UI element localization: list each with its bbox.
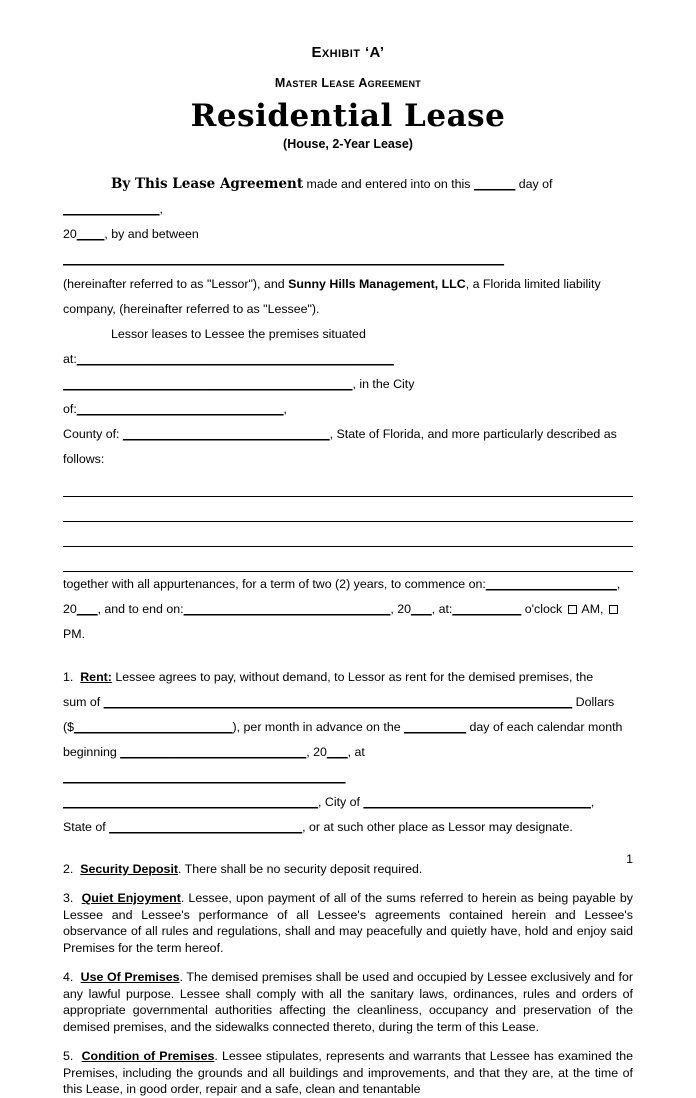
clause-1-title: Rent: bbox=[80, 669, 112, 684]
term-year-prefix: 20 bbox=[63, 601, 77, 616]
blank-rule-4[interactable] bbox=[63, 547, 633, 572]
clause-1-year-label: , 20 bbox=[306, 744, 327, 759]
premises-city-comma: , bbox=[283, 401, 287, 416]
clause-1-permonth-label: ), per month in advance on the bbox=[232, 719, 405, 734]
premises-paragraph bbox=[63, 322, 633, 472]
clause-1-number: 1. bbox=[63, 669, 74, 684]
blank-county-field[interactable]: ______________________________ bbox=[122, 426, 330, 441]
preamble-line3-tail: , a Florida limited liability bbox=[465, 276, 601, 291]
preamble-day-of-label: day of bbox=[515, 176, 553, 191]
term-comma2: , 20 bbox=[390, 601, 412, 616]
page-number: 1 bbox=[626, 852, 633, 866]
clause-1-city-comma: , bbox=[590, 794, 595, 809]
preamble-line1-text: made and entered into on this bbox=[303, 176, 474, 191]
premises-city-label: , in the City of: bbox=[63, 376, 415, 416]
blank-rent-amount-numeric-field[interactable]: _______________________ bbox=[74, 719, 233, 734]
clause-1-line-1: Lessee agrees to pay, without demand, to Lessor as rent for the demised premises, the bbox=[111, 669, 594, 684]
blank-city-field[interactable]: ______________________________ bbox=[76, 401, 284, 416]
blank-end-year-field[interactable]: ___ bbox=[411, 601, 432, 616]
premises-county-label: County of: bbox=[63, 426, 123, 441]
page-title: Residential Lease bbox=[190, 98, 506, 134]
blank-party-field[interactable]: ________________________________________________________________ bbox=[63, 251, 505, 266]
preamble-line4: company, (hereinafter referred to as "Lessee"). bbox=[63, 301, 320, 316]
premises-lead-label: Lessor leases to Lessee the premises situated at: bbox=[63, 326, 366, 366]
term-at-label: , at: bbox=[431, 601, 453, 616]
term-line1-text: together with all appurtenances, for a term of two (2) years, to commence on: bbox=[63, 576, 486, 591]
blank-begin-year-field[interactable]: ___ bbox=[326, 744, 348, 759]
clause-1-sum-label: sum of bbox=[63, 694, 104, 709]
blank-payment-address-field[interactable]: _____________________________________ bbox=[63, 794, 318, 809]
preamble-paragraph bbox=[63, 172, 633, 322]
clause-3-title: Quiet Enjoyment bbox=[81, 891, 181, 906]
pm-label: PM. bbox=[63, 626, 86, 641]
exhibit-title: Exhibit ‘A’ bbox=[311, 44, 385, 61]
preamble-comma: , bbox=[159, 201, 163, 216]
blank-rule-1[interactable] bbox=[63, 472, 633, 497]
blank-address-field-1[interactable]: ______________________________________________ bbox=[76, 351, 394, 366]
clause-security-deposit bbox=[63, 861, 633, 878]
clause-1-calendar-label: day of each calendar month bbox=[466, 719, 623, 734]
clause-condition-of-premises bbox=[63, 1048, 633, 1098]
pm-checkbox[interactable] bbox=[609, 605, 618, 614]
clause-3-body: . Lessee, upon payment of all of the sums referred to herein as being payable by Lessee and Lessee's performance of all Lessee's agreements contained herein and Lessee's observance of all rules and regulations, shall and may peacefully and quietly have, hold and enjoy said Premises for the term hereof. bbox=[63, 891, 634, 955]
term-end-on-label: , and to end on: bbox=[97, 601, 184, 616]
master-lease-agreement-heading: Master Lease Agreement bbox=[274, 76, 422, 90]
blank-time-field[interactable]: __________ bbox=[452, 601, 522, 616]
blank-commence-year-field[interactable]: ___ bbox=[76, 601, 98, 616]
am-label: AM, bbox=[578, 601, 607, 616]
blank-rule-3[interactable] bbox=[63, 522, 633, 547]
clause-5-title: Condition of Premises bbox=[81, 1049, 215, 1064]
blank-due-day-field[interactable]: _________ bbox=[404, 719, 467, 734]
blank-day-field[interactable]: ______ bbox=[473, 176, 516, 191]
blank-payment-city-field[interactable]: _________________________________ bbox=[363, 794, 591, 809]
document-subtitle: (House, 2-Year Lease) bbox=[283, 136, 413, 151]
blank-month-field[interactable]: ______________ bbox=[63, 201, 160, 216]
clause-use-of-premises bbox=[63, 969, 633, 1035]
clause-4-body: . The demised premises shall be used and occupied by Lessee exclusively and for any lawful purpose. Lessee shall comply with all the sanitary laws, ordinances, rules and orders of appropriate governmental authorities affecting the cleanliness, occupancy and preservation of the demised premises, and the sidewalks connected thereto, during the term of this Lease. bbox=[63, 970, 633, 1034]
clause-2-number: 2. bbox=[63, 861, 74, 876]
clause-4-number: 4. bbox=[63, 970, 74, 985]
clause-2-title: Security Deposit bbox=[80, 861, 179, 876]
premises-state-text: , State of Florida, and more particularly described as follows: bbox=[63, 426, 617, 466]
clause-1-designate-text: , or at such other place as Lessor may designate. bbox=[302, 819, 573, 834]
term-comma: , bbox=[616, 576, 621, 591]
blank-begin-date-field[interactable]: ___________________________ bbox=[120, 744, 307, 759]
clause-4-title: Use Of Premises bbox=[80, 970, 180, 985]
clause-1-dollars-label: Dollars bbox=[572, 694, 615, 709]
clause-1-state-label: State of bbox=[63, 819, 110, 834]
preamble-by-and-between-label: , by and between bbox=[104, 226, 199, 241]
preamble-year-prefix: 20 bbox=[63, 226, 77, 241]
blank-commence-date-field[interactable]: ___________________ bbox=[485, 576, 617, 591]
lessee-company-name: Sunny Hills Management, LLC bbox=[288, 276, 466, 291]
blank-payment-state-field[interactable]: ____________________________ bbox=[109, 819, 303, 834]
legal-description-blank-lines bbox=[63, 472, 633, 572]
blank-rule-2[interactable] bbox=[63, 497, 633, 522]
blank-address-field-2[interactable]: __________________________________________ bbox=[63, 376, 353, 391]
blank-rent-amount-words-field[interactable]: ____________________________________________________________________ bbox=[103, 694, 573, 709]
term-paragraph bbox=[63, 572, 633, 647]
am-checkbox[interactable] bbox=[568, 605, 577, 614]
term-oclock-label: o'clock bbox=[521, 601, 566, 616]
blank-year-field[interactable]: ____ bbox=[76, 226, 105, 241]
clause-3-number: 3. bbox=[63, 891, 74, 906]
clause-1-dollar-open: ($ bbox=[63, 719, 75, 734]
clause-1-city-label: , City of bbox=[317, 794, 364, 809]
blank-payment-place-field[interactable]: _________________________________________ bbox=[63, 769, 346, 784]
clause-1-beginning-label: beginning bbox=[63, 744, 121, 759]
clause-rent bbox=[63, 665, 633, 840]
preamble-lead-in: By This Lease Agreement bbox=[111, 175, 304, 192]
clause-5-number: 5. bbox=[63, 1049, 74, 1064]
preamble-lessor-text: (hereinafter referred to as "Lessor"), and bbox=[63, 276, 289, 291]
clause-5-body: . Lessee stipulates, represents and warrants that Lessee has examined the Premises, including the grounds and all buildings and improvements, and that they are, at the time of this Lease, in good order, repair and a safe, clean and tenantable bbox=[63, 1049, 634, 1097]
blank-end-date-field[interactable]: ______________________________ bbox=[183, 601, 391, 616]
clause-1-at-label: , at bbox=[347, 744, 365, 759]
clause-2-body: . There shall be no security deposit required. bbox=[178, 861, 423, 876]
